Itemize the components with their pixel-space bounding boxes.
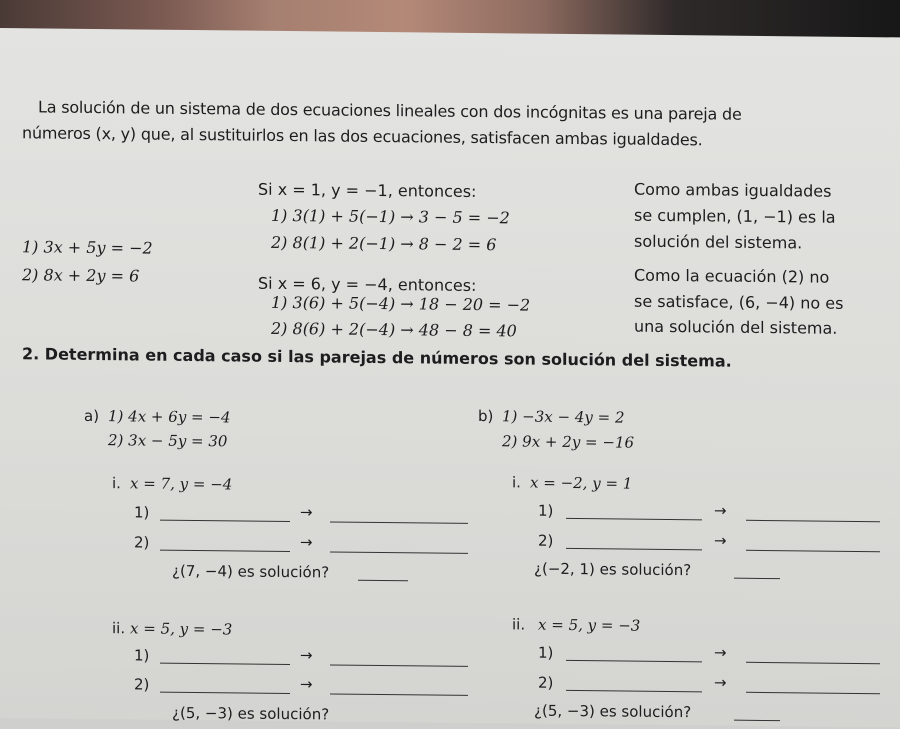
case2-step-2: 2) 8(6) + 2(−4) → 48 − 8 = 40 (271, 318, 517, 341)
b-i-label: i. (512, 473, 521, 492)
case1-note-1: Como ambas igualdades (634, 179, 832, 201)
a-ii-row1-blank-left[interactable] (160, 649, 290, 665)
case2-note-1: Como la ecuación (2) no (634, 265, 830, 287)
b-ii-answer-blank[interactable] (734, 706, 780, 721)
case1-note-3: solución del sistema. (634, 231, 803, 253)
part-a-equation-1: 1) 4x + 6y = −4 (108, 407, 231, 427)
b-ii-row1-label: 1) (538, 643, 554, 662)
a-i-question: ¿(7, −4) es solución? (172, 561, 330, 582)
b-ii-label: ii. (512, 615, 526, 634)
a-ii-row2-blank-left[interactable] (160, 678, 290, 694)
a-ii-row1-arrow: → (300, 646, 313, 665)
a-ii-row2-blank-right[interactable] (330, 679, 468, 695)
a-ii-row1-label: 1) (134, 646, 150, 665)
a-ii-row2-label: 2) (134, 675, 150, 694)
b-i-row1-blank-right[interactable] (746, 506, 880, 522)
b-i-row1-blank-left[interactable] (566, 504, 702, 520)
case1-header: Si x = 1, y = −1, entonces: (258, 179, 477, 201)
a-ii-pair: x = 5, y = −3 (130, 619, 233, 639)
b-i-pair: x = −2, y = 1 (530, 473, 633, 493)
intro-line-1: La solución de un sistema de dos ecuaciones lineales con dos incógnitas es una pareja de (38, 97, 742, 124)
b-ii-question: ¿(5, −3) es solución? (534, 701, 692, 722)
b-ii-row2-arrow: → (714, 673, 727, 692)
case2-note-2: se satisface, (6, −4) no es (634, 291, 844, 313)
part-b-equation-1: 1) −3x − 4y = 2 (502, 407, 625, 427)
b-ii-row1-blank-right[interactable] (746, 648, 880, 664)
b-ii-row2-blank-right[interactable] (746, 678, 880, 694)
b-i-row2-blank-left[interactable] (566, 534, 702, 550)
a-i-row1-blank-right[interactable] (330, 507, 468, 523)
case2-header: Si x = 6, y = −4, entonces: (258, 273, 477, 295)
b-i-row1-label: 1) (538, 501, 554, 520)
a-i-row2-arrow: → (300, 533, 313, 552)
b-i-row2-label: 2) (538, 531, 554, 550)
worksheet-page (0, 28, 900, 727)
part-b-label: b) (478, 407, 494, 426)
a-ii-row2-arrow: → (300, 675, 313, 694)
a-i-label: i. (112, 474, 121, 493)
case1-note-2: se cumplen, (1, −1) es la (634, 205, 836, 227)
b-ii-row1-blank-left[interactable] (566, 646, 702, 662)
case2-step-1: 1) 3(6) + 5(−4) → 18 − 20 = −2 (271, 292, 531, 315)
a-i-pair: x = 7, y = −4 (130, 474, 233, 494)
part-b-equation-2: 2) 9x + 2y = −16 (502, 432, 635, 452)
example-equation-1: 1) 3x + 5y = −2 (22, 237, 153, 258)
b-ii-pair: x = 5, y = −3 (538, 615, 641, 635)
case2-note-3: una solución del sistema. (634, 316, 838, 338)
a-i-answer-blank[interactable] (358, 566, 408, 582)
a-ii-row1-blank-right[interactable] (330, 650, 468, 666)
b-i-question: ¿(−2, 1) es solución? (534, 559, 692, 580)
b-i-row2-blank-right[interactable] (746, 536, 880, 552)
b-i-row1-arrow: → (714, 501, 727, 520)
a-i-row2-blank-right[interactable] (330, 537, 468, 553)
part-a-label: a) (84, 406, 100, 426)
b-i-row2-arrow: → (714, 531, 727, 550)
a-i-row2-label: 2) (134, 533, 150, 552)
b-ii-row2-label: 2) (538, 673, 554, 692)
example-equation-2: 2) 8x + 2y = 6 (22, 265, 140, 286)
part-a-equation-2: 2) 3x − 5y = 30 (108, 431, 228, 451)
case1-step-1: 1) 3(1) + 5(−1) → 3 − 5 = −2 (271, 205, 510, 228)
b-i-answer-blank[interactable] (734, 564, 780, 579)
b-ii-row2-blank-left[interactable] (566, 676, 702, 692)
case1-step-2: 2) 8(1) + 2(−1) → 8 − 2 = 6 (271, 232, 497, 255)
a-i-row2-blank-left[interactable] (160, 536, 290, 552)
exercise-instruction: 2. Determina en cada caso si las parejas de números son solución del sistema. (22, 344, 732, 371)
a-i-row1-label: 1) (134, 503, 150, 522)
intro-line-2: números (x, y) que, al sustituirlos en las dos ecuaciones, satisfacen ambas igualdades. (22, 123, 703, 150)
b-ii-row1-arrow: → (714, 643, 727, 662)
a-i-row1-blank-left[interactable] (160, 506, 290, 522)
a-ii-label: ii. (112, 619, 126, 638)
a-i-row1-arrow: → (300, 503, 313, 522)
a-ii-question: ¿(5, −3) es solución? (172, 703, 330, 724)
